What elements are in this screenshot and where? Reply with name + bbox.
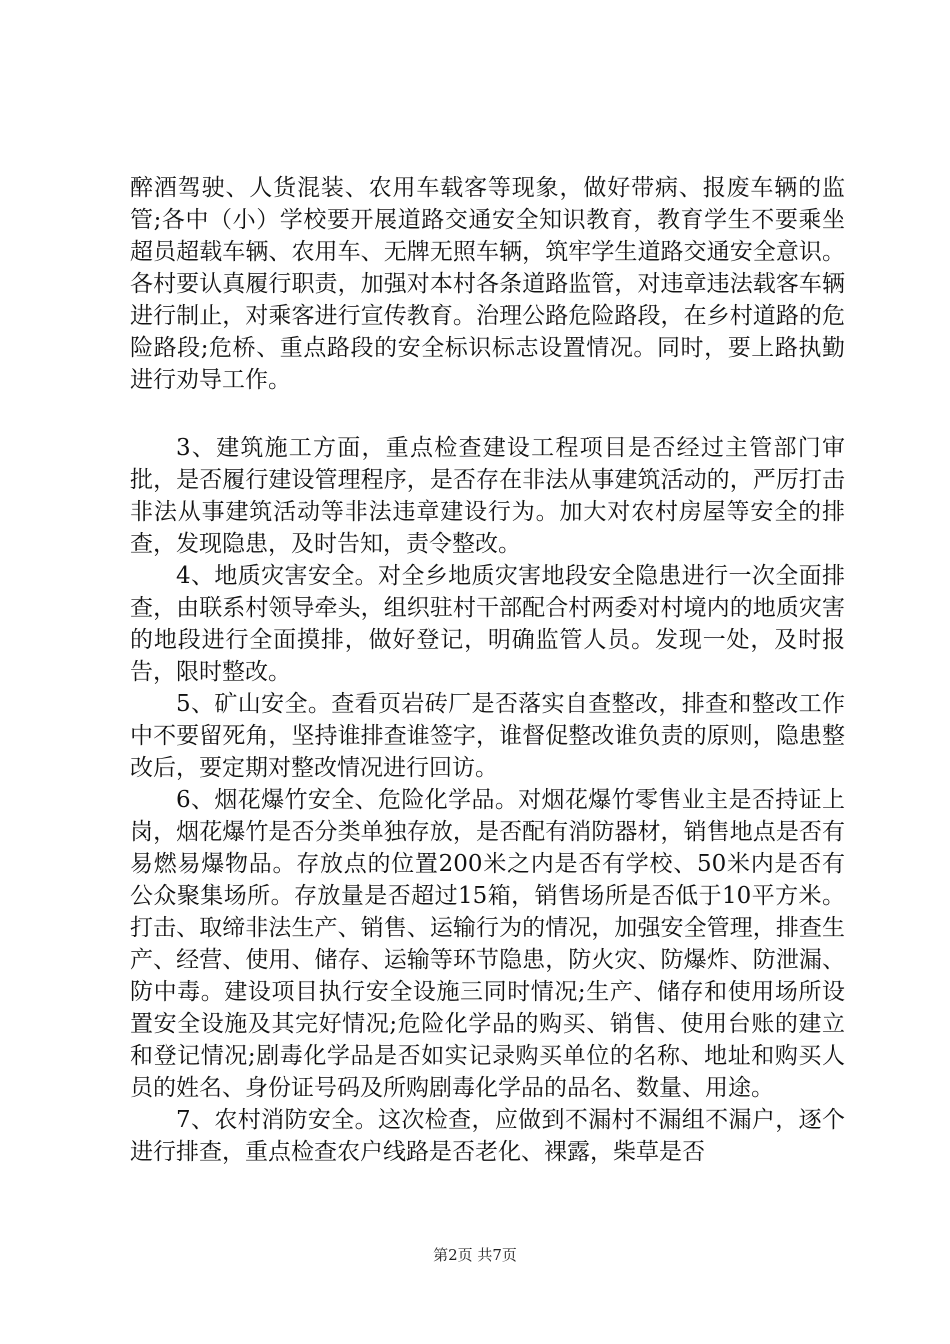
paragraph-fireworks-chemicals: 6、烟花爆竹安全、危险化学品。对烟花爆竹零售业主是否持证上岗，烟花爆竹是否分类单独存放，是否配有消防器材，销售地点是否有易燃易爆物品。存放点的位置200米之内是否有学校、50米内是否有公众聚集场所。存放量是否超过15箱，销售场所是否低于10平方米。打击、取缔非法生产、销售、运输行为的情况，加强安全管理，排查生产、经营、使用、储存、运输等环节隐患，防火灾、防爆炸、防泄漏、防中毒。建设项目执行安全设施三同时情况;生产、储存和使用场所设置安全设施及其完好情况;危险化学品的购买、销售、使用台账的建立和登记情况;剧毒化学品是否如实记录购买单位的名称、地址和购买人员的姓名、身份证号码及所购剧毒化学品的品名、数量、用途。 — [130, 787, 845, 1101]
paragraph-geological-hazard: 4、地质灾害安全。对全乡地质灾害地段安全隐患进行一次全面排查，由联系村领导牵头，组织驻村干部配合村两委对村境内的地质灾害的地段进行全面摸排，做好登记，明确监管人员。发现一处，及时报告，限时整改。 — [130, 563, 845, 685]
paragraph-mine-safety: 5、矿山安全。查看页岩砖厂是否落实自查整改，排查和整改工作中不要留死角，坚持谁排查谁签字，谁督促整改谁负责的原则，隐患整改后，要定期对整改情况进行回访。 — [130, 691, 845, 781]
page-footer: 第2页 共7页 — [433, 1246, 517, 1264]
paragraph-traffic-safety: 醉酒驾驶、人货混装、农用车载客等现象，做好带病、报废车辆的监管;各中（小）学校要开展道路交通安全知识教育，教育学生不要乘坐超员超载车辆、农用车、无牌无照车辆，筑牢学生道路交通安全意识。各村要认真履行职责，加强对本村各条道路监管，对违章违法载客车辆进行制止，对乘客进行宣传教育。治理公路危险路段，在乡村道路的危险路段;危桥、重点路段的安全标识标志设置情况。同时，要上路执勤进行劝导工作。 — [130, 175, 845, 393]
paragraph-rural-fire-safety: 7、农村消防安全。这次检查，应做到不漏村不漏组不漏户，逐个进行排查，重点检查农户线路是否老化、裸露，柴草是否 — [130, 1107, 845, 1165]
paragraph-construction: 3、建筑施工方面，重点检查建设工程项目是否经过主管部门审批，是否履行建设管理程序，是否存在非法从事建筑活动的，严厉打击非法从事建筑活动等非法违章建设行为。加大对农村房屋等安全的排查，发现隐患，及时告知，责令整改。 — [130, 435, 845, 557]
document-body — [130, 172, 845, 1168]
